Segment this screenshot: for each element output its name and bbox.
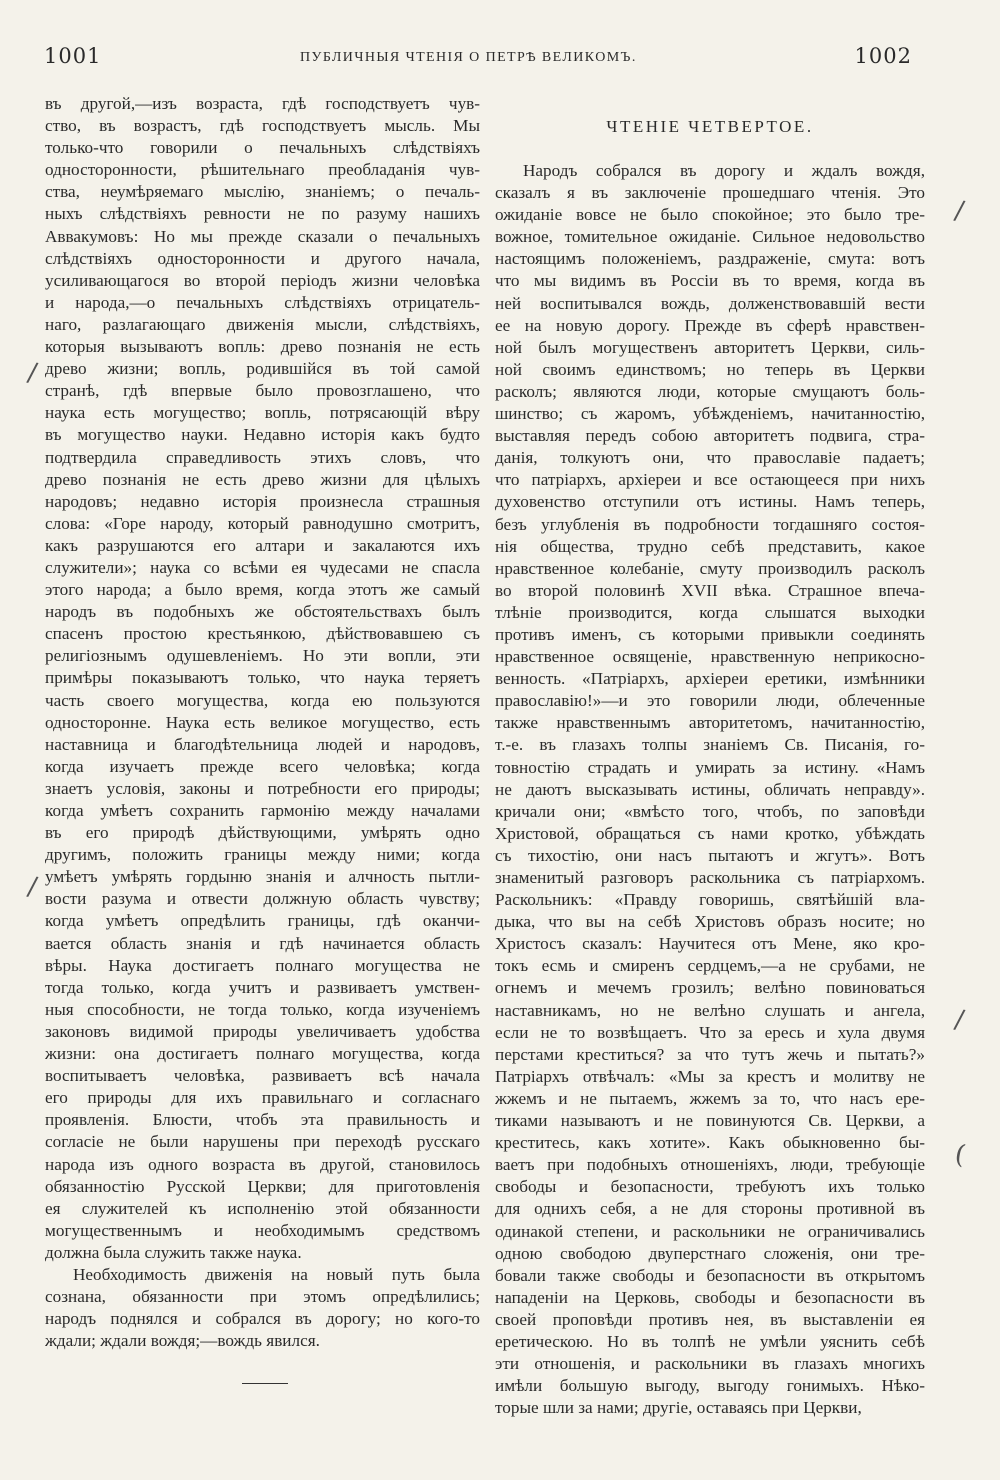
text-line: и народа,—о печальныхъ слѣдствіяхъ отрицатель- <box>45 292 480 312</box>
text-line: односторонне. Наука есть великое могущество, есть <box>45 712 480 732</box>
text-line: тлѣніе производится, когда слышатся выходки <box>495 602 925 622</box>
text-line: торые шли за нами; другіе, оставаясь при Церкви, <box>495 1398 862 1418</box>
text-line: только-что говорили о печальныхъ слѣдствіяхъ <box>45 138 480 158</box>
text-line: противъ именъ, съ которыми привыкли соединять <box>495 624 925 644</box>
text-line: бовали также свободы и безопасности въ открытомъ <box>495 1265 925 1285</box>
text-line: православію!»—и это говорили люди, облеченные <box>495 691 925 711</box>
text-line: должна была служить также наука. <box>45 1242 302 1262</box>
right-page-number: 1002 <box>854 44 912 68</box>
text-line: Патріархъ отвѣчалъ: «Мы за крестъ и молитву не <box>495 1066 925 1086</box>
text-line: одинакой степени, и раскольники не ограничивались <box>495 1221 925 1241</box>
text-line: часть своего могущества, когда ею пользуются <box>45 690 480 710</box>
text-line: ждали; ждали вождя;—вождь явился. <box>45 1331 320 1351</box>
text-line: въ другой,—изъ возраста, гдѣ господствуетъ чув- <box>45 94 480 113</box>
text-line: древо жизни; вопль, родившійся въ той самой <box>45 359 480 379</box>
text-line: во второй половинѣ XVII вѣка. Страшное впеча- <box>495 580 925 600</box>
text-line: проявленія. Блюсти, чтобъ эта правильность и <box>45 1110 480 1130</box>
text-line: еретическою. Но въ толпѣ не умѣли уяснить себѣ <box>495 1331 925 1351</box>
text-line: вается область знанія и гдѣ начинается область <box>45 933 480 953</box>
text-line: товностію страдать и умирать за истину. «Намъ <box>495 757 925 777</box>
text-line: ваетъ при подобныхъ отношеніяхъ, люди, требующіе <box>495 1155 925 1175</box>
text-line: ныхъ слѣдствіяхъ ревности не по разуму нашихъ <box>45 204 480 224</box>
text-line: кричали они; «вмѣсто того, чтобъ, по заповѣди <box>495 801 925 821</box>
text-line: ства, неумѣряемаго мыслію, знаніемъ; о печаль- <box>45 182 480 202</box>
text-line: тиками называютъ и не повинуются Св. Церкви, а <box>495 1111 925 1131</box>
right-column-body <box>495 160 925 1419</box>
text-line: шинство; съ жаромъ, убѣжденіемъ, начитанностію, <box>495 404 925 424</box>
text-line: когда изучаетъ прежде всего человѣка; когда <box>45 756 480 776</box>
text-line: ее на новую дорогу. Прежде въ сферѣ нравствен- <box>495 315 925 335</box>
text-line: данія, толкуютъ они, что православіе падаетъ; <box>495 448 925 468</box>
margin-pencil-mark: ( <box>952 1139 968 1171</box>
chapter-title: ЧТЕНІЕ ЧЕТВЕРТОЕ. <box>606 117 814 136</box>
text-line: что мы видимъ въ Россіи въ то время, когда въ <box>495 271 925 291</box>
text-line: вости разума и отвести должную область чувству; <box>45 889 480 909</box>
text-line: также нравственнымъ авторитетомъ, начитанностію, <box>495 713 925 733</box>
text-line: ней воспитывался вождь, долженствовавшій вести <box>495 293 925 313</box>
text-line: усиливающагося во второй періодъ жизни человѣка <box>45 270 480 290</box>
text-line: религіознымъ одушевленіемъ. Но эти вопли, эти <box>45 646 480 666</box>
text-line: не даютъ высказывать истины, обличать неправду». <box>495 779 925 799</box>
margin-pencil-mark: / <box>25 871 40 903</box>
text-line: слѣдствіяхъ односторонности и другого начала, <box>45 248 480 268</box>
text-line: ея служителей къ исполненію этой обязанности <box>45 1198 480 1218</box>
margin-pencil-mark: / <box>25 357 40 389</box>
text-line: Христовой, обращаться съ нами кротко, убѣждать <box>495 823 925 843</box>
text-line: дыка, что вы на себѣ Христовъ образъ носите; но <box>495 912 925 932</box>
text-line: для однихъ себя, а не для стороны противной въ <box>495 1199 925 1219</box>
text-line: расколъ; являются люди, которые смущаютъ боль- <box>495 381 925 401</box>
text-line: слова: «Горе народу, который равнодушно смотритъ, <box>45 513 480 533</box>
text-line: наставница и благодѣтельница людей и народовъ, <box>45 734 480 754</box>
text-line: выставляя передъ собою авторитетъ подвига, стра- <box>495 426 925 446</box>
text-line: съ тихостію, они насъ пытаютъ и жгутъ». Вотъ <box>495 845 925 865</box>
text-line: своей проповѣди противъ нея, въ выставленіи ея <box>495 1309 925 1329</box>
text-line: тогда только, когда учитъ и развиваетъ умствен- <box>45 977 480 997</box>
text-line: Народъ собрался въ дорогу и ждалъ вождя, <box>523 161 925 180</box>
text-line: ство, въ возрастъ, гдѣ господствуетъ мысль. Мы <box>45 116 480 136</box>
text-line: нравственное освященіе, нравственную неприкосно- <box>495 647 925 667</box>
text-line: въ могущество науки. Недавно исторія какъ будто <box>45 425 480 445</box>
text-line: духовенство отступили отъ истины. Намъ теперь, <box>495 492 925 512</box>
text-line: законовъ видимой природы увеличиваетъ удобства <box>45 1021 480 1041</box>
text-line: венность. «Патріархъ, архіереи еретики, измѣнники <box>495 669 925 689</box>
text-line: которыя вызываютъ вопль: древо познанія не есть <box>45 337 480 357</box>
text-line: настоящимъ положеніемъ, раздраженіе, смута: вотъ <box>495 249 925 269</box>
text-line: этого народа; а было время, когда этотъ же самый <box>45 580 480 600</box>
text-line: какъ разрушаются его алтари и закалаются ихъ <box>45 535 480 555</box>
text-line: жжемъ и не пытаемъ, жжемъ за то, что насъ ере- <box>495 1088 925 1108</box>
text-line: когда умѣетъ сохранить гармонію между началами <box>45 801 480 820</box>
margin-pencil-mark: / <box>952 195 967 227</box>
text-line: наука есть могущество; вопль, потрясающій вѣру <box>45 403 480 423</box>
margin-pencil-mark: / <box>952 1004 967 1036</box>
page-header <box>0 40 1000 80</box>
text-line: воспитываетъ человѣка, развиваетъ всѣ начала <box>45 1066 480 1086</box>
text-line: странѣ, гдѣ впервые было провозглашено, что <box>45 381 480 401</box>
text-line: могущественнымъ и необходимымъ средствомъ <box>45 1220 480 1240</box>
text-line: ожиданіе вовсе не было спокойное; это было тре- <box>495 205 925 225</box>
running-title: ПУБЛИЧНЫЯ ЧТЕНІЯ О ПЕТРѢ ВЕЛИКОМЪ. <box>300 50 637 65</box>
text-line: въ его природѣ дѣйствующими, умѣрять одно <box>45 823 480 843</box>
text-line: Раскольникъ: «Правду говоришь, святѣйшій вла- <box>495 890 925 910</box>
text-line: другимъ, положить границы между ними; когда <box>45 845 480 865</box>
section-divider <box>242 1383 288 1384</box>
text-line: народъ поднялся и собрался въ дорогу; но кого-то <box>45 1309 480 1329</box>
text-line: если не то возвѣщаетъ. Что за ересь и хула двумя <box>495 1022 925 1042</box>
text-line: односторонности, рѣшительнаго преобладанія чув- <box>45 160 480 180</box>
text-line: вѣры. Наука достигаетъ полнаго могущества не <box>45 955 480 975</box>
text-line: ной былъ могущественъ авторитетъ Церкви, силь- <box>495 337 925 357</box>
left-page-number: 1001 <box>44 44 102 68</box>
text-line: его природы для ихъ правильнаго и согласнаго <box>45 1088 480 1108</box>
text-line: жизни: она достигаетъ полнаго могущества, когда <box>45 1044 480 1064</box>
text-line: подтвердила справедливость этихъ словъ, что <box>45 447 480 467</box>
text-line: ной своимъ единствомъ; но теперь въ Церкви <box>495 359 925 379</box>
text-line: одною свободою двуперстнаго сложенія, они тре- <box>495 1243 925 1263</box>
text-line: примѣры показываютъ только, что наука теряетъ <box>45 668 480 688</box>
text-line: огнемъ и мечемъ грозилъ; велѣно повиноваться <box>495 978 925 998</box>
text-line: креститесь, какъ хотите». Какъ обыкновенно бы- <box>495 1133 925 1153</box>
text-line: народовъ; недавно исторія произнесла страшныя <box>45 491 480 511</box>
text-line: что патріархъ, архіереи и все остающееся при нихъ <box>495 470 925 490</box>
text-line: ныя способности, не тогда только, когда изученіемъ <box>45 999 480 1019</box>
text-line: служители»; наука со всѣми ея чудесами не спасла <box>45 557 480 577</box>
text-line: безъ углубленія въ подробности тогдашняго состоя- <box>495 514 925 534</box>
text-line: знаетъ условія, законы и потребности его природы; <box>45 778 480 798</box>
text-line: обязанностію Русской Церкви; для приготовленія <box>45 1176 480 1196</box>
text-line: токъ есмь и смиренъ сердцемъ,—а не срубами, не <box>495 956 925 976</box>
text-line: Христосъ сказалъ: Научитеся отъ Мене, яко кро- <box>495 934 925 954</box>
text-line: свободы и безопасности, требуютъ ихъ только <box>495 1177 925 1197</box>
text-line: народъ въ подобныхъ же обстоятельствахъ былъ <box>45 602 480 622</box>
text-line: нравственное колебаніе, смуту производилъ расколъ <box>495 558 925 578</box>
text-line: спасенъ простою крестьянкою, дѣйствовавшею съ <box>45 624 480 644</box>
text-line: нападеніи на Церковь, свободы и безопасности въ <box>495 1287 925 1307</box>
text-line: когда умѣетъ опредѣлить границы, гдѣ оканчи- <box>45 911 480 931</box>
text-line: наставникамъ, но не велѣно слушать и ангела, <box>495 1000 925 1020</box>
text-line: нія общества, трудно себѣ представить, какое <box>495 536 925 556</box>
text-line: сказалъ я въ заключеніе прошедшаго чтенія. Это <box>495 183 925 203</box>
text-line: вожное, томительное ожиданіе. Сильное недовольство <box>495 227 925 247</box>
right-column <box>495 116 925 1419</box>
text-line: Необходимость движенія на новый путь была <box>73 1264 480 1284</box>
text-line: наго, разлагающаго движенія мысли, слѣдствіяхъ, <box>45 314 480 334</box>
text-line: перстами креститься? за что тутъ жечь и пытать?» <box>495 1044 925 1064</box>
text-line: Аввакумовъ: Но мы прежде сказали о печальныхъ <box>45 226 480 246</box>
left-column <box>45 93 480 1384</box>
text-line: т.-е. въ глазахъ толпы знаніемъ Св. Писанія, го- <box>495 735 925 755</box>
text-line: древо познанія не есть древо жизни для цѣлыхъ <box>45 469 480 489</box>
text-line: согласіе не были нарушены при переходѣ русскаго <box>45 1132 480 1152</box>
text-line: знаменитый разговоръ раскольника съ патріархомъ. <box>495 868 925 887</box>
text-line: народа изъ одного возраста въ другой, становилось <box>45 1154 480 1174</box>
text-line: имѣли большую выгоду, выгоду гонимыхъ. Нѣко- <box>495 1376 925 1396</box>
text-line: сознана, обязанности при этомъ опредѣлились; <box>45 1287 480 1307</box>
text-line: умѣетъ умѣрять гордыню знанія и алчность пытли- <box>45 867 480 887</box>
text-line: эти отношенія, и раскольники въ глазахъ многихъ <box>495 1354 925 1374</box>
